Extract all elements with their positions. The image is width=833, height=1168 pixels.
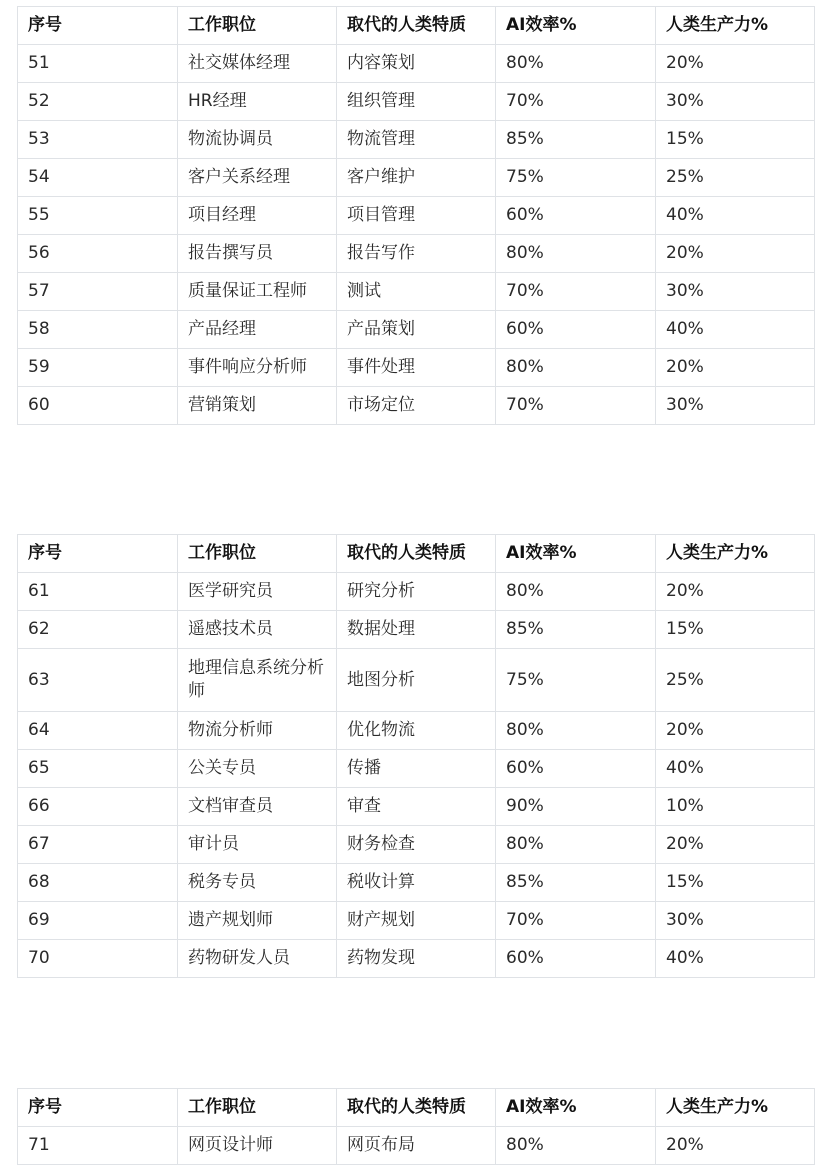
cell-human-productivity: 30% (656, 387, 815, 425)
header-human-productivity: 人类生产力% (656, 1089, 815, 1127)
cell-human-productivity: 20% (656, 712, 815, 750)
header-index: 序号 (18, 7, 178, 45)
table-header-row (18, 1089, 815, 1127)
table-row (18, 649, 815, 712)
table-row (18, 788, 815, 826)
cell-ai-efficiency: 70% (496, 387, 656, 425)
table-row (18, 902, 815, 940)
table-row (18, 712, 815, 750)
cell-job-title: 报告撰写员 (178, 235, 337, 273)
cell-human-productivity: 20% (656, 573, 815, 611)
cell-human-productivity: 20% (656, 349, 815, 387)
header-job-title: 工作职位 (178, 7, 337, 45)
cell-ai-efficiency: 60% (496, 940, 656, 978)
cell-human-productivity: 25% (656, 649, 815, 712)
cell-job-title: 事件响应分析师 (178, 349, 337, 387)
cell-ai-efficiency: 60% (496, 750, 656, 788)
cell-human-productivity: 30% (656, 902, 815, 940)
cell-human-productivity: 25% (656, 159, 815, 197)
cell-human-productivity: 20% (656, 1127, 815, 1165)
table-row (18, 940, 815, 978)
cell-index: 61 (18, 573, 178, 611)
table-header-row (18, 535, 815, 573)
cell-job-title: 遥感技术员 (178, 611, 337, 649)
header-index: 序号 (18, 1089, 178, 1127)
cell-job-title: 物流分析师 (178, 712, 337, 750)
table-row (18, 387, 815, 425)
cell-index: 57 (18, 273, 178, 311)
header-replaced-trait: 取代的人类特质 (337, 535, 496, 573)
cell-job-title: 税务专员 (178, 864, 337, 902)
cell-human-productivity: 30% (656, 83, 815, 121)
cell-replaced-trait: 网页布局 (337, 1127, 496, 1165)
cell-index: 63 (18, 649, 178, 712)
cell-job-title: 产品经理 (178, 311, 337, 349)
header-replaced-trait: 取代的人类特质 (337, 7, 496, 45)
table-row (18, 864, 815, 902)
table-row (18, 159, 815, 197)
table-row (18, 573, 815, 611)
cell-replaced-trait: 税收计算 (337, 864, 496, 902)
cell-human-productivity: 15% (656, 121, 815, 159)
cell-job-title: 地理信息系统分析师 (178, 649, 337, 712)
cell-replaced-trait: 药物发现 (337, 940, 496, 978)
cell-ai-efficiency: 85% (496, 611, 656, 649)
table-row (18, 311, 815, 349)
cell-job-title: 社交媒体经理 (178, 45, 337, 83)
cell-job-title: 药物研发人员 (178, 940, 337, 978)
cell-job-title: 客户关系经理 (178, 159, 337, 197)
cell-replaced-trait: 财务检查 (337, 826, 496, 864)
cell-job-title: 项目经理 (178, 197, 337, 235)
cell-replaced-trait: 财产规划 (337, 902, 496, 940)
header-ai-efficiency: AI效率% (496, 7, 656, 45)
cell-replaced-trait: 审查 (337, 788, 496, 826)
cell-replaced-trait: 地图分析 (337, 649, 496, 712)
table-row (18, 750, 815, 788)
header-ai-efficiency: AI效率% (496, 1089, 656, 1127)
table-row (18, 611, 815, 649)
header-human-productivity: 人类生产力% (656, 535, 815, 573)
table-row (18, 235, 815, 273)
cell-replaced-trait: 物流管理 (337, 121, 496, 159)
cell-index: 59 (18, 349, 178, 387)
table-header-row (18, 7, 815, 45)
cell-job-title: 遗产规划师 (178, 902, 337, 940)
table-row (18, 197, 815, 235)
table-row (18, 1127, 815, 1165)
table-row (18, 826, 815, 864)
job-table-61-70 (17, 534, 815, 978)
header-ai-efficiency: AI效率% (496, 535, 656, 573)
cell-human-productivity: 15% (656, 611, 815, 649)
cell-ai-efficiency: 80% (496, 573, 656, 611)
cell-index: 65 (18, 750, 178, 788)
cell-index: 55 (18, 197, 178, 235)
cell-index: 54 (18, 159, 178, 197)
cell-job-title: 网页设计师 (178, 1127, 337, 1165)
header-index: 序号 (18, 535, 178, 573)
cell-ai-efficiency: 60% (496, 311, 656, 349)
cell-ai-efficiency: 75% (496, 649, 656, 712)
cell-ai-efficiency: 75% (496, 159, 656, 197)
cell-ai-efficiency: 70% (496, 83, 656, 121)
cell-ai-efficiency: 70% (496, 902, 656, 940)
table-row (18, 349, 815, 387)
job-table-51-60 (17, 6, 815, 425)
cell-index: 51 (18, 45, 178, 83)
header-replaced-trait: 取代的人类特质 (337, 1089, 496, 1127)
cell-replaced-trait: 组织管理 (337, 83, 496, 121)
cell-job-title: 审计员 (178, 826, 337, 864)
cell-human-productivity: 20% (656, 235, 815, 273)
cell-human-productivity: 30% (656, 273, 815, 311)
cell-replaced-trait: 报告写作 (337, 235, 496, 273)
cell-index: 69 (18, 902, 178, 940)
cell-index: 67 (18, 826, 178, 864)
cell-human-productivity: 40% (656, 940, 815, 978)
cell-replaced-trait: 内容策划 (337, 45, 496, 83)
header-human-productivity: 人类生产力% (656, 7, 815, 45)
cell-replaced-trait: 事件处理 (337, 349, 496, 387)
cell-index: 70 (18, 940, 178, 978)
cell-job-title: 营销策划 (178, 387, 337, 425)
header-job-title: 工作职位 (178, 535, 337, 573)
cell-human-productivity: 20% (656, 826, 815, 864)
cell-ai-efficiency: 80% (496, 349, 656, 387)
cell-index: 56 (18, 235, 178, 273)
table-row (18, 83, 815, 121)
cell-ai-efficiency: 80% (496, 712, 656, 750)
cell-job-title: 公关专员 (178, 750, 337, 788)
cell-index: 64 (18, 712, 178, 750)
cell-replaced-trait: 传播 (337, 750, 496, 788)
cell-index: 68 (18, 864, 178, 902)
cell-human-productivity: 40% (656, 197, 815, 235)
cell-index: 58 (18, 311, 178, 349)
cell-index: 71 (18, 1127, 178, 1165)
cell-ai-efficiency: 80% (496, 1127, 656, 1165)
cell-ai-efficiency: 80% (496, 45, 656, 83)
cell-replaced-trait: 数据处理 (337, 611, 496, 649)
cell-job-title: 质量保证工程师 (178, 273, 337, 311)
cell-replaced-trait: 测试 (337, 273, 496, 311)
cell-index: 52 (18, 83, 178, 121)
cell-ai-efficiency: 80% (496, 826, 656, 864)
cell-ai-efficiency: 85% (496, 121, 656, 159)
cell-index: 53 (18, 121, 178, 159)
cell-ai-efficiency: 80% (496, 235, 656, 273)
cell-index: 62 (18, 611, 178, 649)
cell-ai-efficiency: 90% (496, 788, 656, 826)
cell-ai-efficiency: 60% (496, 197, 656, 235)
cell-replaced-trait: 项目管理 (337, 197, 496, 235)
cell-job-title: 医学研究员 (178, 573, 337, 611)
job-table-71 (17, 1088, 815, 1165)
cell-human-productivity: 20% (656, 45, 815, 83)
cell-human-productivity: 40% (656, 750, 815, 788)
cell-replaced-trait: 产品策划 (337, 311, 496, 349)
cell-ai-efficiency: 85% (496, 864, 656, 902)
table-row (18, 273, 815, 311)
cell-job-title: HR经理 (178, 83, 337, 121)
table-row (18, 45, 815, 83)
cell-replaced-trait: 研究分析 (337, 573, 496, 611)
header-job-title: 工作职位 (178, 1089, 337, 1127)
cell-job-title: 文档审查员 (178, 788, 337, 826)
cell-index: 60 (18, 387, 178, 425)
cell-replaced-trait: 客户维护 (337, 159, 496, 197)
cell-job-title: 物流协调员 (178, 121, 337, 159)
cell-replaced-trait: 优化物流 (337, 712, 496, 750)
cell-index: 66 (18, 788, 178, 826)
cell-ai-efficiency: 70% (496, 273, 656, 311)
table-row (18, 121, 815, 159)
cell-human-productivity: 40% (656, 311, 815, 349)
cell-human-productivity: 10% (656, 788, 815, 826)
cell-human-productivity: 15% (656, 864, 815, 902)
cell-replaced-trait: 市场定位 (337, 387, 496, 425)
